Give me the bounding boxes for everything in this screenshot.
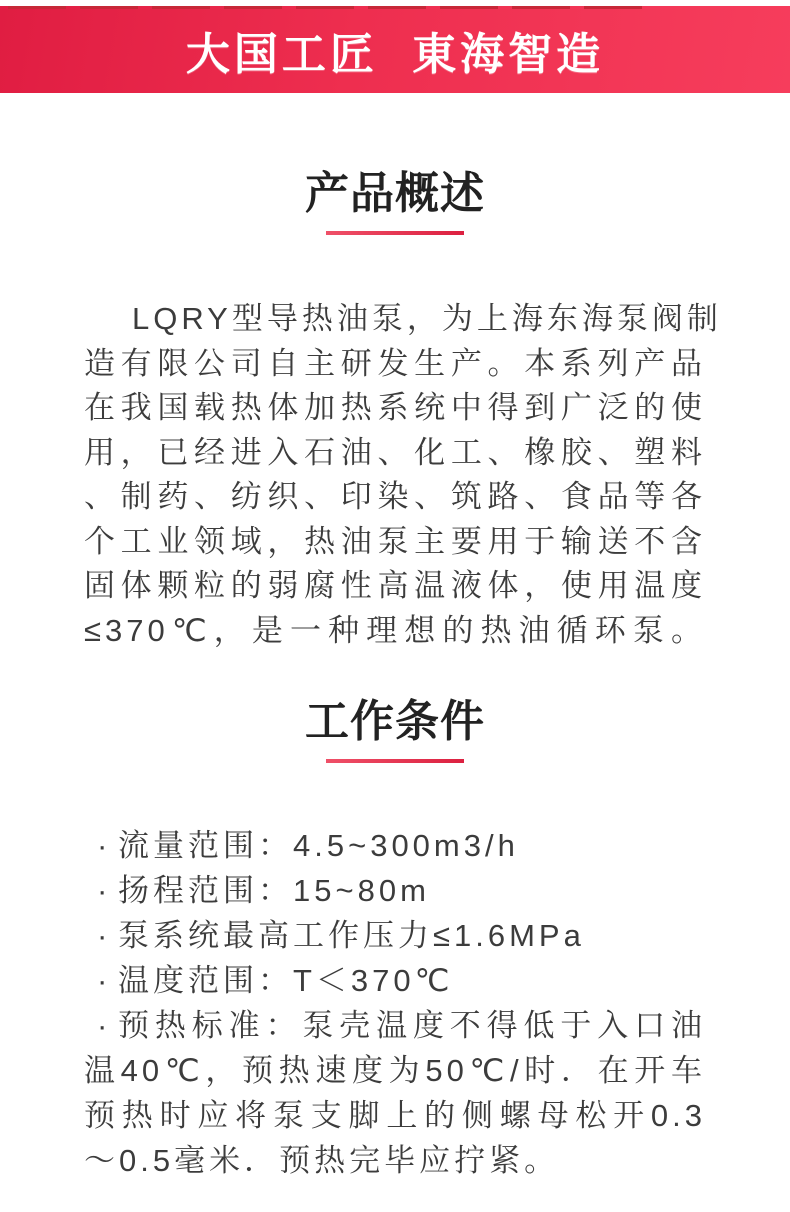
bullet-dot-icon: · [97, 873, 108, 908]
bullet-dot-icon: · [97, 1008, 108, 1043]
list-item-text: 泵系统最高工作压力≤1.6MPa [118, 918, 585, 953]
hero-banner [0, 6, 790, 93]
conditions-list [84, 823, 706, 1183]
overview-paragraph [84, 297, 722, 653]
paragraph-line: LQRY型导热油泵，为上海东海泵阀制 [132, 301, 722, 336]
paragraph-line: 个工业领域，热油泵主要用于输送不含 [84, 523, 706, 559]
list-item-text: 扬程范围：15~80m [118, 873, 430, 908]
conditions-section-title: 工作条件 [305, 697, 485, 746]
list-item [84, 1003, 706, 1048]
list-item-text: 温度范围：T＜370℃ [118, 963, 454, 998]
paragraph-line: 在我国载热体加热系统中得到广泛的使 [84, 390, 706, 425]
section-product-overview [0, 171, 790, 653]
list-item-wrap-line: 预热时应将泵支脚上的侧螺母松开0.3 [84, 1098, 706, 1133]
bullet-dot-icon: · [97, 918, 108, 953]
list-item [84, 823, 706, 868]
bullet-dot-icon: · [97, 963, 108, 998]
title-underline [326, 759, 464, 763]
paragraph-line: 造有限公司自主研发生产。本系列产品 [84, 345, 706, 381]
paragraph-line: 固体颗粒的弱腐性高温液体，使用温度 [84, 568, 706, 603]
overview-section-title: 产品概述 [305, 169, 485, 218]
banner-title: 大国工匠 東海智造 [185, 29, 605, 79]
title-underline [326, 231, 464, 235]
list-item-text: 预热标准：泵壳温度不得低于入口油 [118, 1008, 706, 1043]
paragraph-line: ≤370℃，是一种理想的热油循环泵。 [84, 612, 706, 648]
paragraph-line: 、制药、纺织、印染、筑路、食品等各 [84, 479, 706, 514]
list-item [84, 913, 706, 958]
list-item-text: 流量范围：4.5~300m3/h [118, 828, 519, 863]
list-item-wrap-line: ～0.5毫米．预热完毕应拧紧。 [84, 1143, 560, 1178]
list-item [84, 958, 706, 1003]
list-item-wrap-line: 温40℃，预热速度为50℃/时．在开车 [84, 1053, 706, 1088]
section-working-conditions [0, 699, 790, 1183]
top-dashed-line [8, 6, 642, 9]
list-item [84, 868, 706, 913]
paragraph-line: 用，已经进入石油、化工、橡胶、塑料 [84, 434, 706, 470]
bullet-dot-icon: · [97, 828, 108, 863]
